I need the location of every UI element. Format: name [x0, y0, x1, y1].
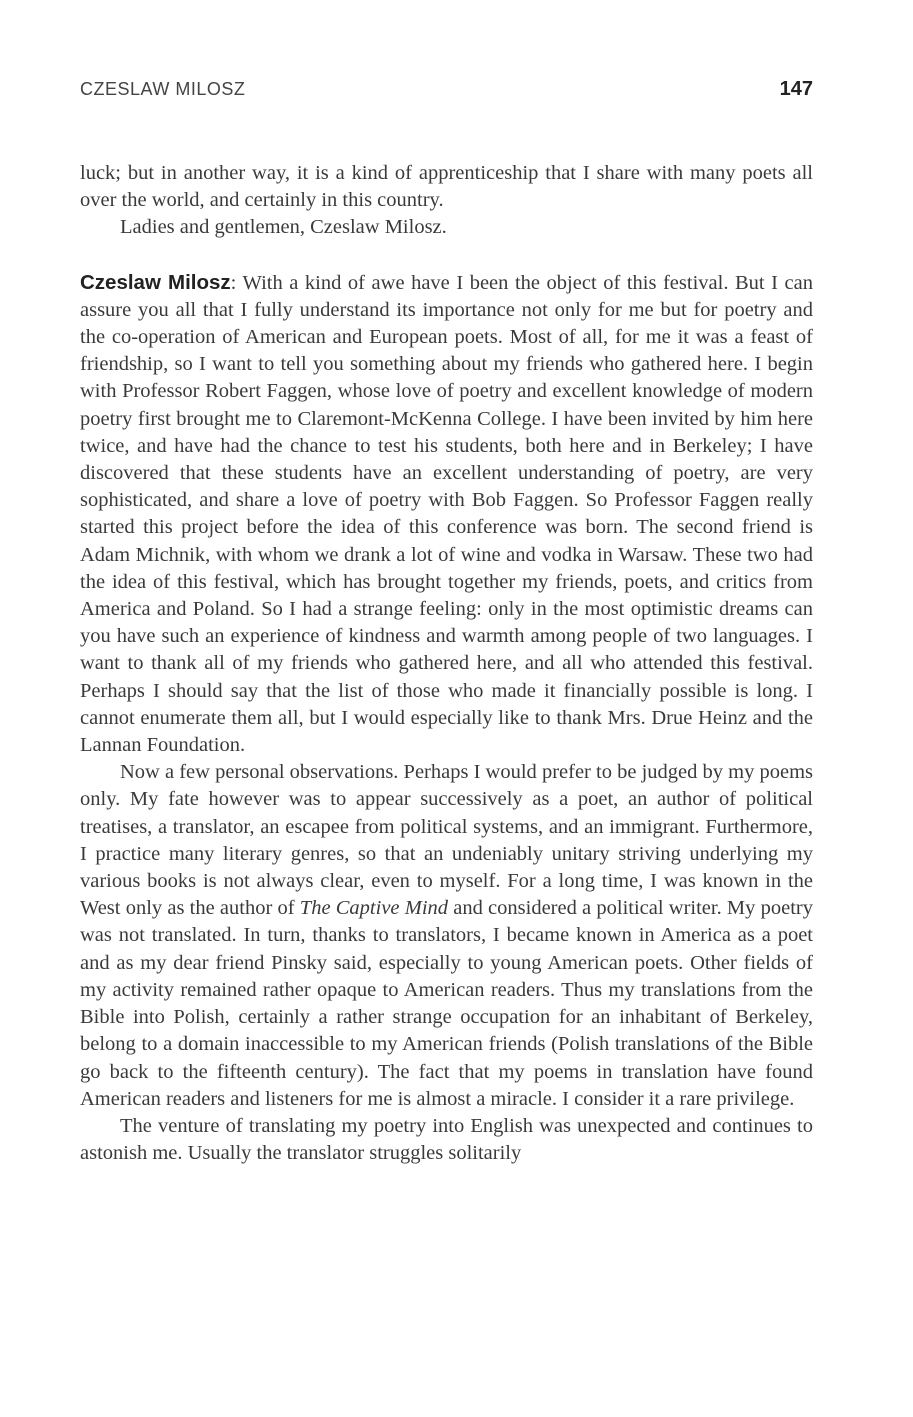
- running-title: CZESLAW MILOSZ: [80, 79, 246, 99]
- book-page: [80, 78, 813, 1167]
- speech-text-2b: and considered a political writer. My poetry was not translated. In turn, thanks to translators, I became known in America as a poet and as my dear friend Pinsky said, especially to young American poets. Other fields of my activity remained rather opaque to American readers. Thus my translations from the Bible into Polish, certainly a rather strange occupation for an inhabitant of Berkeley, belong to a domain inaccessible to my American friends (Polish translations of the Bible go back to the fifteenth century). The fact that my poems in translation have found American readers and listeners for me is almost a miracle. I consider it a rare privilege.: [80, 897, 813, 1110]
- book-title: The Captive Mind: [299, 897, 449, 920]
- speaker-name: Czeslaw Milosz: [80, 270, 231, 294]
- speech-text-2a: Now a few personal observations. Perhaps I would prefer to be judged by my poems only. My fate however was to appear successively as a poet, an author of political treatises, a translator, an escapee from political systems, and an immigrant. Furthermore, I practice many literary genres, so that an undeniably unitary striving underlying my various books is not always clear, even to myself. For a long time, I was known in the West only as the author of: [80, 761, 813, 920]
- running-header: [80, 78, 813, 118]
- speech-paragraph-2: [80, 759, 813, 1113]
- speech-paragraph-1: [80, 269, 813, 760]
- page-number: 147: [779, 78, 813, 100]
- intro-paragraph: luck; but in another way, it is a kind of apprenticeship that I share with many poets all over the world, and certainly in this country.: [80, 162, 813, 212]
- speech-paragraph-3: The venture of translating my poetry into English was unexpected and continues to astonish me. Usually the translator struggles solitarily: [80, 1114, 813, 1165]
- introduction-line: Ladies and gentlemen, Czeslaw Milosz.: [120, 216, 447, 239]
- speech-text-1: : With a kind of awe have I been the object of this festival. But I can assure you all that I fully understand its importance not only for me but for poetry and the co-operation of American and European poets. Most of all, for me it was a feast of friendship, so I want to tell you something about my friends who gathered here. I begin with Professor Robert Faggen, whose love of poetry and excellent knowledge of modern poetry first brought me to Claremont-McKenna College. I have been invited by him here twice, and have had the chance to test his students, both here and in Berkeley; I have discovered that these students have an excellent understanding of poetry, are very sophisticated, and share a love of poetry with Bob Faggen. So Professor Faggen really started this project before the idea of this conference was born. The second friend is Adam Michnik, with whom we drank a lot of wine and vodka in Warsaw. These two had the idea of this festival, which has brought together my friends, poets, and critics from America and Poland. So I had a strange feeling: only in the most optimistic dreams can you have such an experience of kindness and warmth among people of two languages. I want to thank all of my friends who gathered here, and all who attended this festival. Perhaps I should say that the list of those who made it financially possible is long. I cannot enumerate them all, but I would especially like to thank Mrs. Drue Heinz and the Lannan Foundation.: [80, 271, 813, 757]
- body-text: [80, 160, 813, 1167]
